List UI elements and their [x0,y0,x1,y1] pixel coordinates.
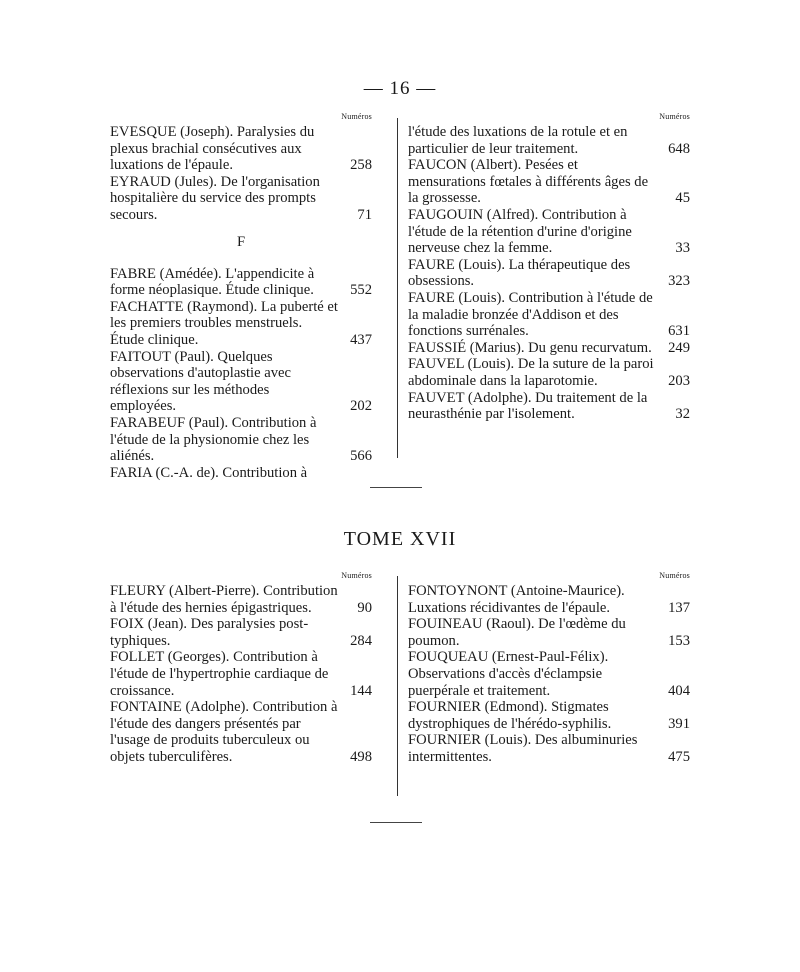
entry-text: FONTAINE (Adolphe). Contribution à l'étude des dangers présentés par l'usage de produits tuberculeux ou objets tuberculifères. [110,699,338,765]
entry-number: 45 [675,190,690,207]
entry-number: 498 [350,748,372,765]
numeros-label: Numéros [659,571,690,580]
entry-text: FAUCON (Albert). Pesées et mensurations fœtales à différents âges de la grossesse. [408,157,649,207]
bottom-left-column [110,571,372,766]
entry-number: 258 [350,157,372,174]
entry-text: FOURNIER (Edmond). Stigmates dystrophiques de l'hérédo-syphilis. [408,699,612,732]
index-entry [110,299,372,349]
entry-text: FOIX (Jean). Des paralysies post-typhiques. [110,616,309,649]
tome-title: TOME XVII [343,528,457,550]
entry-number: 202 [350,398,372,415]
section-letter: F [236,233,246,250]
entry-number: 437 [350,331,372,348]
entry-number: 566 [350,448,372,465]
entry-text: FAUGOUIN (Alfred). Contribution à l'étude de la rétention d'urine d'origine nerveuse chez la femme. [408,206,632,257]
entry-text: FAUVET (Adolphe). Du traitement de la neurasthénie par l'isolement. [408,389,648,423]
separator-rule [370,822,422,823]
numeros-label: Numéros [659,112,690,121]
entry-list [110,266,372,482]
entry-text: FAUVEL (Louis). De la suture de la paroi abdominale dans la laparotomie. [408,356,654,389]
column-divider [397,576,398,796]
index-entry [110,349,372,415]
index-entry [110,266,372,299]
index-entry [408,699,690,732]
index-entry [408,583,690,616]
index-entry [110,699,372,765]
entry-text: FAURE (Louis). La thérapeutique des obsessions. [408,256,631,290]
entry-number: 323 [668,273,690,290]
entry-text: FAITOUT (Paul). Quelques observations d'autoplastie avec réflexions sur les méthodes employées. [110,348,291,415]
entry-list [408,583,690,766]
index-entry [408,157,690,207]
index-entry [110,649,372,699]
numeros-label: Numéros [341,112,372,121]
numeros-label: Numéros [341,571,372,580]
index-entry [110,465,372,482]
index-entry [110,583,372,616]
index-entry [110,174,372,224]
entry-number: 137 [668,599,690,616]
page-number: — 16 — [363,78,437,99]
entry-text: EVESQUE (Joseph). Paralysies du plexus brachial consécutives aux luxations de l'épaule. [110,124,315,174]
index-entry [408,649,690,699]
entry-number: 90 [357,599,372,616]
index-entry [408,732,690,765]
index-entry [408,290,690,340]
entry-text: FOLLET (Georges). Contribution à l'étude de l'hypertrophie cardiaque de croissance. [110,649,329,699]
entry-text: EYRAUD (Jules). De l'organisation hospitalière du service des prompts secours. [110,173,320,223]
entry-list [110,583,372,766]
entry-number: 71 [357,206,372,223]
entry-number: 404 [668,682,690,699]
entry-text: FONTOYNONT (Antoine-Maurice). Luxations récidivantes de l'épaule. [408,583,625,616]
entry-number: 203 [668,372,690,389]
entry-text: FAURE (Louis). Contribution à l'étude de la maladie bronzée d'Addison et des fonctions surrénales. [408,289,653,340]
index-entry [408,390,690,423]
index-entry [110,616,372,649]
bottom-right-column [408,571,690,766]
entry-text: FARIA (C.-A. de). Contribution à [110,464,308,481]
entry-text: FOUINEAU (Raoul). De l'œdème du poumon. [408,616,626,649]
entry-number: 249 [668,339,690,356]
entry-text: FOUQUEAU (Ernest-Paul-Félix). Observations d'accès d'éclampsie puerpérale et traitement. [408,649,609,699]
entry-number: 475 [668,748,690,765]
entry-number: 552 [350,282,372,299]
column-divider [397,118,398,458]
entry-text: FABRE (Amédée). L'appendicite à forme néoplasique. Étude clinique. [110,265,315,299]
entry-text: FLEURY (Albert-Pierre). Contribution à l'étude des hernies épigastriques. [110,583,338,616]
entry-number: 284 [350,632,372,649]
index-entry [110,124,372,174]
entry-text: FOURNIER (Louis). Des albuminuries intermittentes. [408,732,638,765]
entry-number: 391 [668,715,690,732]
separator-rule [370,487,422,488]
entry-number: 32 [675,406,690,423]
entry-text: l'étude des luxations de la rotule et en particulier de leur traitement. [408,124,628,157]
index-entry [110,415,372,465]
index-entry [408,340,690,357]
index-entry [408,616,690,649]
entry-text: FARABEUF (Paul). Contribution à l'étude de la physionomie chez les aliénés. [110,414,317,465]
entry-text: FAUSSIÉ (Marius). Du genu recurvatum. [408,339,652,356]
index-entry [408,356,690,389]
entry-list [110,124,372,224]
entry-number: 33 [675,240,690,257]
index-entry [408,257,690,290]
index-entry [408,207,690,257]
entry-list [408,124,690,423]
entry-text: FACHATTE (Raymond). La puberté et les premiers troubles menstruels. Étude clinique. [110,298,338,348]
entry-number: 631 [668,323,690,340]
index-entry [408,124,690,157]
top-right-column [408,112,690,423]
entry-number: 144 [350,682,372,699]
entry-number: 648 [668,140,690,157]
entry-number: 153 [668,632,690,649]
top-left-column [110,112,372,481]
